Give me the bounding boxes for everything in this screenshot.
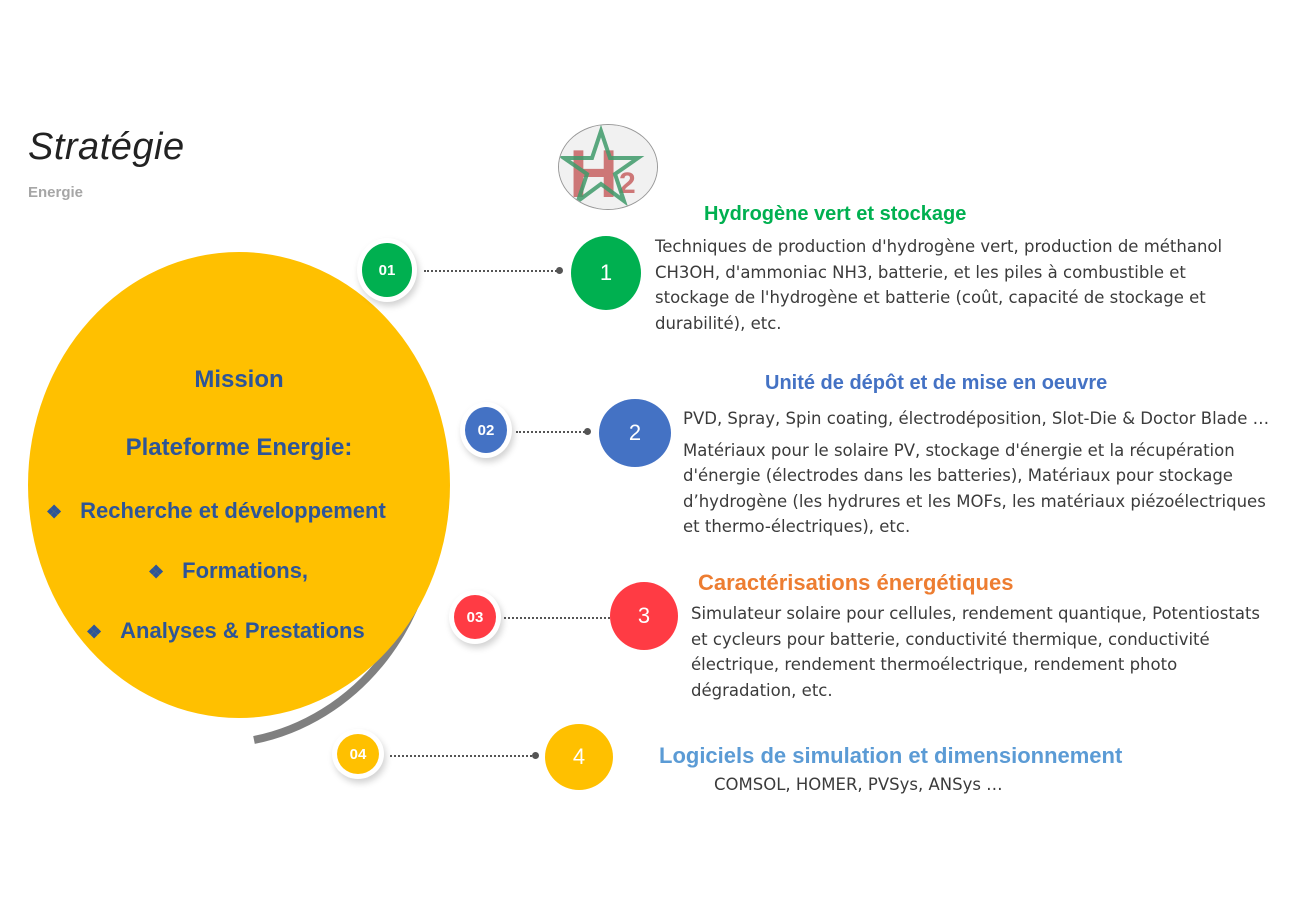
section-badge-03: 03	[454, 595, 496, 639]
section-body: COMSOL, HOMER, PVSys, ANSys …	[714, 775, 1003, 794]
mission-item: ❖ Recherche et développement	[46, 498, 386, 523]
section-number-2: 2	[599, 399, 671, 467]
section-number-1: 1	[571, 236, 641, 310]
section-badge-01: 01	[362, 243, 412, 297]
mission-block	[28, 0, 450, 912]
connector-line	[504, 617, 610, 619]
section-badge-04: 04	[337, 734, 379, 774]
mission-platform: Plateforme Energie:	[125, 434, 353, 461]
page-title: Stratégie	[28, 126, 185, 168]
connector-line	[424, 270, 560, 272]
mission-heading: Mission	[194, 366, 284, 393]
section-number-4: 4	[545, 724, 613, 790]
section-body: PVD, Spray, Spin coating, électrodéposition, Slot-Die & Doctor Blade … Matériaux pour le solaire PV, stockage d'énergie et la récupération d'énergie (électrodes dans les batteries), Matériaux pour stockage d’hydrogène (les hydrures et les MOFs, les matériaux piézoélectriques et thermo-électriques), etc.	[683, 409, 1270, 536]
section-title: Unité de dépôt et de mise en oeuvre	[765, 372, 1108, 394]
diamond-bullet-icon: ❖	[148, 562, 165, 582]
diamond-bullet-icon: ❖	[86, 622, 103, 642]
section-title: Hydrogène vert et stockage	[704, 203, 967, 225]
diamond-bullet-icon: ❖	[46, 502, 63, 522]
section-title: Logiciels de simulation et dimensionnement	[659, 743, 1123, 768]
connector-dot	[584, 428, 591, 435]
section-badge-02: 02	[465, 407, 507, 453]
connector-dot	[556, 267, 563, 274]
mission-item: ❖ Formations,	[148, 558, 309, 583]
page-subtitle: Energie	[28, 184, 84, 201]
h2-star-logo-icon	[558, 124, 658, 210]
mission-item: ❖ Analyses & Prestations	[86, 618, 365, 643]
connector-dot	[532, 752, 539, 759]
svg-text:2: 2	[619, 167, 636, 200]
connector-line	[390, 755, 536, 757]
section-number-3: 3	[610, 582, 678, 650]
section-body: Techniques de production d'hydrogène vert, production de méthanol CH3OH, d'ammoniac NH3, batterie, et les piles à combustible et stockage de l'hydrogène et batterie (coût, capacité de stockage et durabilité), etc.	[655, 237, 1223, 333]
connector-line	[516, 431, 588, 433]
svg-text:H: H	[569, 136, 619, 209]
section-body: Simulateur solaire pour cellules, rendement quantique, Potentiostats et cycleurs pour batterie, conductivité thermique, conductivité électrique, rendement thermoélectrique, rendement photo dégradation, etc.	[691, 604, 1261, 700]
section-title: Caractérisations énergétiques	[698, 570, 1014, 595]
